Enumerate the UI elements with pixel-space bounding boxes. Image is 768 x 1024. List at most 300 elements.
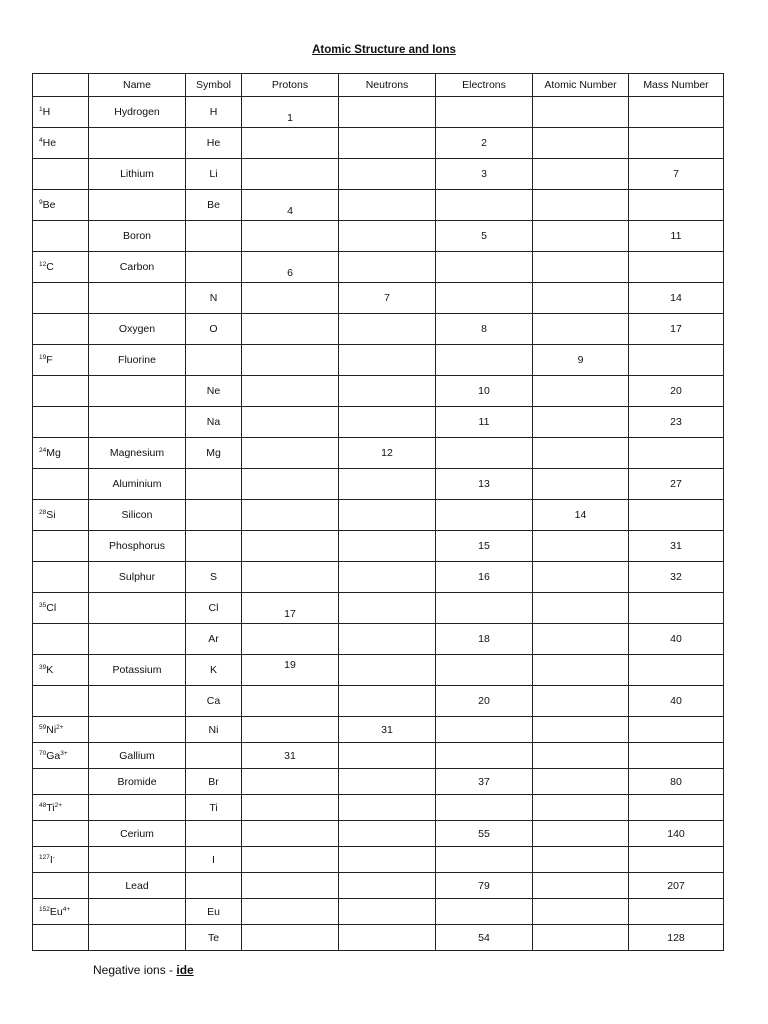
protons-cell-value: 31 [284, 749, 296, 762]
symbol-cell [186, 252, 242, 283]
symbol-cell-value: N [209, 292, 218, 304]
neutrons-cell [339, 847, 436, 873]
protons-cell-value: 4 [287, 205, 293, 217]
table-row [33, 221, 724, 252]
table-row [33, 438, 724, 469]
protons-cell [242, 283, 339, 314]
symbol-cell-value: O [209, 323, 218, 335]
mass-number-cell-value: 20 [670, 385, 682, 397]
name-cell-value: Cerium [120, 827, 154, 840]
protons-cell [242, 252, 339, 283]
symbol-cell-value: Li [209, 168, 218, 180]
atomic-number-cell [533, 221, 629, 252]
mass-superscript: 4 [39, 137, 43, 144]
symbol-cell-value: Eu [207, 905, 220, 918]
isotope-cell [33, 717, 89, 743]
isotope-symbol: Ga [46, 749, 61, 762]
name-cell [89, 500, 186, 531]
atomic-number-cell [533, 562, 629, 593]
mass-number-cell [629, 283, 724, 314]
protons-cell [242, 531, 339, 562]
neutrons-cell [339, 221, 436, 252]
name-cell-value: Sulphur [118, 571, 156, 583]
isotope-cell [33, 743, 89, 769]
electrons-cell-value: 79 [478, 879, 490, 892]
symbol-cell-value: Cl [208, 602, 219, 614]
isotope-symbol: K [46, 664, 54, 676]
isotope-cell [33, 899, 89, 925]
table-row [33, 283, 724, 314]
neutrons-cell [339, 252, 436, 283]
electrons-cell [436, 899, 533, 925]
mass-superscript: 59 [39, 723, 47, 731]
atomic-number-cell [533, 873, 629, 899]
mass-number-cell [629, 345, 724, 376]
mass-number-cell [629, 97, 724, 128]
protons-cell [242, 469, 339, 500]
isotope-symbol: Eu [49, 905, 63, 918]
isotope-cell [33, 769, 89, 795]
isotope-symbol: Ti [46, 801, 55, 814]
name-cell-value: Bromide [117, 775, 157, 788]
neutrons-cell [339, 624, 436, 655]
protons-cell [242, 899, 339, 925]
electrons-cell [436, 314, 533, 345]
electrons-cell [436, 469, 533, 500]
mass-number-cell [629, 469, 724, 500]
symbol-cell [186, 873, 242, 899]
isotope-cell [33, 821, 89, 847]
mass-number-cell-value: 23 [670, 416, 682, 428]
table-row [33, 593, 724, 624]
atomic-number-cell-value: 9 [577, 354, 584, 366]
symbol-cell [186, 743, 242, 769]
isotope-cell [33, 438, 89, 469]
electrons-cell-value: 11 [478, 416, 490, 428]
mass-number-cell [629, 438, 724, 469]
protons-cell [242, 314, 339, 345]
isotope-cell [33, 376, 89, 407]
name-cell [89, 190, 186, 221]
table-row [33, 847, 724, 873]
isotope-cell [33, 159, 89, 190]
electrons-cell [436, 252, 533, 283]
electrons-cell-value: 8 [481, 323, 487, 335]
symbol-cell-value: Ti [209, 801, 218, 814]
charge-superscript: 4+ [62, 905, 71, 913]
protons-cell [242, 686, 339, 717]
name-cell-value: Phosphorus [108, 540, 166, 552]
mass-superscript: 48 [39, 801, 47, 809]
table-row [33, 795, 724, 821]
symbol-cell [186, 345, 242, 376]
name-cell-value: Boron [122, 230, 152, 242]
atomic-number-cell [533, 593, 629, 624]
neutrons-cell [339, 655, 436, 686]
isotope-cell [33, 562, 89, 593]
atomic-number-cell [533, 283, 629, 314]
mass-number-cell-value: 207 [667, 879, 685, 892]
protons-cell [242, 128, 339, 159]
name-cell-value: Magnesium [109, 447, 165, 459]
atomic-number-cell [533, 925, 629, 951]
atomic-number-cell [533, 899, 629, 925]
name-cell-value: Oxygen [118, 323, 156, 335]
symbol-cell [186, 847, 242, 873]
isotope-cell [33, 407, 89, 438]
mass-superscript: 39 [39, 664, 47, 671]
neutrons-cell [339, 438, 436, 469]
protons-cell [242, 769, 339, 795]
electrons-cell-value: 18 [478, 633, 490, 645]
symbol-cell [186, 769, 242, 795]
protons-cell [242, 717, 339, 743]
symbol-cell-value: Na [206, 416, 221, 428]
atomic-number-cell [533, 624, 629, 655]
isotope-symbol: Mg [46, 447, 61, 459]
symbol-cell [186, 97, 242, 128]
name-cell [89, 925, 186, 951]
symbol-cell [186, 624, 242, 655]
table-row [33, 252, 724, 283]
mass-superscript: 12 [39, 261, 47, 268]
mass-number-cell [629, 221, 724, 252]
table-row [33, 925, 724, 951]
symbol-cell-value: Br [208, 775, 219, 788]
isotope-cell [33, 593, 89, 624]
neutrons-cell [339, 795, 436, 821]
symbol-cell-value: He [206, 137, 221, 149]
mass-number-cell [629, 376, 724, 407]
neutrons-cell-value: 12 [381, 447, 393, 459]
neutrons-cell [339, 407, 436, 438]
mass-number-cell [629, 743, 724, 769]
name-cell [89, 221, 186, 252]
mass-superscript: 19 [39, 354, 47, 361]
mass-number-cell [629, 562, 724, 593]
electrons-cell-value: 54 [478, 931, 490, 944]
name-cell [89, 624, 186, 655]
symbol-cell-value: I [212, 853, 215, 866]
table-body [33, 97, 724, 951]
mass-number-cell [629, 899, 724, 925]
electrons-cell-value: 20 [478, 695, 490, 707]
column-header: Symbol [186, 74, 242, 97]
atomic-number-cell [533, 769, 629, 795]
symbol-cell [186, 469, 242, 500]
isotope-symbol: He [42, 137, 57, 149]
atomic-number-cell [533, 821, 629, 847]
symbol-cell-value: Ar [208, 633, 219, 645]
name-cell [89, 686, 186, 717]
isotope-cell [33, 873, 89, 899]
protons-cell [242, 159, 339, 190]
electrons-cell-value: 10 [478, 385, 490, 397]
protons-cell [242, 925, 339, 951]
name-cell-value: Hydrogen [114, 106, 160, 118]
neutrons-cell-value: 31 [381, 723, 393, 736]
mass-number-cell [629, 314, 724, 345]
symbol-cell-value: Te [207, 931, 220, 944]
mass-superscript: 35 [39, 602, 47, 609]
table-row [33, 469, 724, 500]
symbol-cell-value: K [209, 664, 217, 676]
table-row [33, 128, 724, 159]
name-cell [89, 847, 186, 873]
electrons-cell [436, 159, 533, 190]
isotope-cell [33, 686, 89, 717]
table-row [33, 624, 724, 655]
electrons-cell [436, 593, 533, 624]
electrons-cell-value: 37 [478, 775, 490, 788]
header-row [33, 74, 724, 97]
charge-superscript: - [52, 853, 55, 861]
name-cell [89, 769, 186, 795]
table-row [33, 500, 724, 531]
mass-number-cell-value: 27 [670, 478, 682, 490]
name-cell-value: Lead [125, 879, 149, 892]
electrons-cell [436, 407, 533, 438]
mass-number-cell [629, 531, 724, 562]
protons-cell [242, 345, 339, 376]
atomic-number-cell [533, 655, 629, 686]
atomic-number-cell [533, 97, 629, 128]
neutrons-cell [339, 743, 436, 769]
symbol-cell [186, 686, 242, 717]
name-cell-value: Carbon [119, 261, 155, 273]
isotope-cell [33, 500, 89, 531]
neutrons-cell [339, 345, 436, 376]
isotope-cell [33, 221, 89, 252]
name-cell [89, 438, 186, 469]
symbol-cell [186, 376, 242, 407]
table-row [33, 314, 724, 345]
isotope-cell [33, 345, 89, 376]
electrons-cell-value: 13 [478, 478, 490, 490]
symbol-cell [186, 159, 242, 190]
atomic-number-cell [533, 345, 629, 376]
protons-cell [242, 847, 339, 873]
mass-number-cell [629, 593, 724, 624]
electrons-cell [436, 655, 533, 686]
electrons-cell [436, 717, 533, 743]
isotope-symbol: F [46, 354, 53, 366]
mass-number-cell [629, 159, 724, 190]
electrons-cell [436, 438, 533, 469]
isotope-cell [33, 847, 89, 873]
isotope-cell [33, 531, 89, 562]
atomic-number-cell [533, 252, 629, 283]
protons-cell [242, 438, 339, 469]
electrons-cell [436, 376, 533, 407]
neutrons-cell [339, 562, 436, 593]
mass-number-cell [629, 500, 724, 531]
atomic-number-cell [533, 500, 629, 531]
table-row [33, 562, 724, 593]
symbol-cell [186, 593, 242, 624]
name-cell [89, 743, 186, 769]
symbol-cell [186, 795, 242, 821]
name-cell [89, 283, 186, 314]
symbol-cell [186, 562, 242, 593]
isotope-cell [33, 314, 89, 345]
page-title: Atomic Structure and Ions [312, 44, 456, 56]
mass-number-cell [629, 686, 724, 717]
isotope-cell [33, 925, 89, 951]
isotope-cell [33, 469, 89, 500]
neutrons-cell [339, 925, 436, 951]
symbol-cell [186, 500, 242, 531]
table-row [33, 686, 724, 717]
mass-number-cell [629, 847, 724, 873]
neutrons-cell [339, 376, 436, 407]
electrons-cell [436, 743, 533, 769]
symbol-cell-value: H [209, 106, 218, 118]
name-cell [89, 345, 186, 376]
protons-cell-value: 17 [284, 608, 296, 620]
mass-number-cell-value: 17 [670, 323, 682, 335]
symbol-cell-value: Ne [206, 385, 221, 397]
table-row [33, 743, 724, 769]
protons-cell-value: 19 [284, 659, 296, 671]
symbol-cell [186, 531, 242, 562]
atomic-structure-table [32, 73, 724, 951]
symbol-cell [186, 899, 242, 925]
protons-cell [242, 500, 339, 531]
column-header: Mass Number [629, 74, 724, 97]
electrons-cell-value: 55 [478, 827, 490, 840]
isotope-symbol: H [42, 106, 51, 118]
neutrons-cell [339, 531, 436, 562]
symbol-cell [186, 655, 242, 686]
atomic-number-cell [533, 314, 629, 345]
mass-number-cell-value: 140 [667, 827, 685, 840]
isotope-symbol: I [49, 853, 53, 866]
column-header [33, 74, 89, 97]
protons-cell [242, 562, 339, 593]
name-cell-value: Fluorine [118, 354, 156, 366]
atomic-number-cell [533, 438, 629, 469]
electrons-cell [436, 531, 533, 562]
column-header: Name [89, 74, 186, 97]
mass-superscript: 24 [39, 447, 47, 454]
table-row [33, 769, 724, 795]
neutrons-cell [339, 593, 436, 624]
protons-cell [242, 190, 339, 221]
atomic-number-cell [533, 190, 629, 221]
atomic-number-cell-value: 14 [574, 509, 587, 521]
atomic-number-cell [533, 795, 629, 821]
name-cell [89, 252, 186, 283]
neutrons-cell [339, 899, 436, 925]
symbol-cell-value: Ca [206, 695, 221, 707]
mass-number-cell [629, 821, 724, 847]
table-row [33, 655, 724, 686]
electrons-cell [436, 345, 533, 376]
name-cell [89, 159, 186, 190]
mass-superscript: 127 [39, 853, 50, 861]
symbol-cell [186, 717, 242, 743]
protons-cell [242, 655, 339, 686]
protons-cell [242, 593, 339, 624]
mass-number-cell [629, 624, 724, 655]
name-cell [89, 593, 186, 624]
name-cell [89, 531, 186, 562]
isotope-cell [33, 283, 89, 314]
charge-superscript: 3+ [60, 749, 68, 757]
table-row [33, 821, 724, 847]
protons-cell [242, 221, 339, 252]
table-row [33, 345, 724, 376]
electrons-cell [436, 847, 533, 873]
electrons-cell [436, 686, 533, 717]
isotope-cell [33, 97, 89, 128]
electrons-cell [436, 221, 533, 252]
protons-cell [242, 795, 339, 821]
neutrons-cell [339, 686, 436, 717]
symbol-cell-value: Mg [206, 447, 221, 459]
name-cell [89, 655, 186, 686]
neutrons-cell [339, 717, 436, 743]
mass-number-cell [629, 795, 724, 821]
name-cell [89, 795, 186, 821]
name-cell [89, 376, 186, 407]
electrons-cell [436, 283, 533, 314]
name-cell-value: Silicon [121, 509, 153, 521]
neutrons-cell [339, 190, 436, 221]
name-cell [89, 407, 186, 438]
protons-cell [242, 407, 339, 438]
name-cell [89, 717, 186, 743]
atomic-number-cell [533, 686, 629, 717]
symbol-cell [186, 821, 242, 847]
table-row [33, 407, 724, 438]
electrons-cell-value: 2 [481, 137, 487, 149]
name-cell-value: Gallium [119, 749, 155, 762]
symbol-cell [186, 283, 242, 314]
neutrons-cell [339, 159, 436, 190]
neutrons-cell [339, 128, 436, 159]
isotope-symbol: Si [46, 509, 56, 521]
atomic-number-cell [533, 469, 629, 500]
atomic-number-cell [533, 531, 629, 562]
atomic-number-cell [533, 743, 629, 769]
electrons-cell [436, 97, 533, 128]
table-row [33, 190, 724, 221]
mass-number-cell-value: 40 [670, 695, 682, 707]
mass-superscript: 28 [39, 509, 47, 516]
name-cell [89, 899, 186, 925]
symbol-cell [186, 190, 242, 221]
name-cell [89, 873, 186, 899]
electrons-cell [436, 190, 533, 221]
name-cell [89, 128, 186, 159]
footer-prefix: Negative ions - [93, 963, 177, 977]
name-cell [89, 314, 186, 345]
mass-number-cell-value: 7 [673, 168, 679, 180]
mass-number-cell-value: 14 [670, 292, 682, 304]
protons-cell [242, 97, 339, 128]
symbol-cell [186, 925, 242, 951]
symbol-cell [186, 438, 242, 469]
atomic-number-cell [533, 128, 629, 159]
neutrons-cell [339, 283, 436, 314]
column-header: Electrons [436, 74, 533, 97]
isotope-symbol: Ni [46, 723, 57, 736]
electrons-cell [436, 873, 533, 899]
isotope-cell [33, 190, 89, 221]
mass-number-cell [629, 128, 724, 159]
